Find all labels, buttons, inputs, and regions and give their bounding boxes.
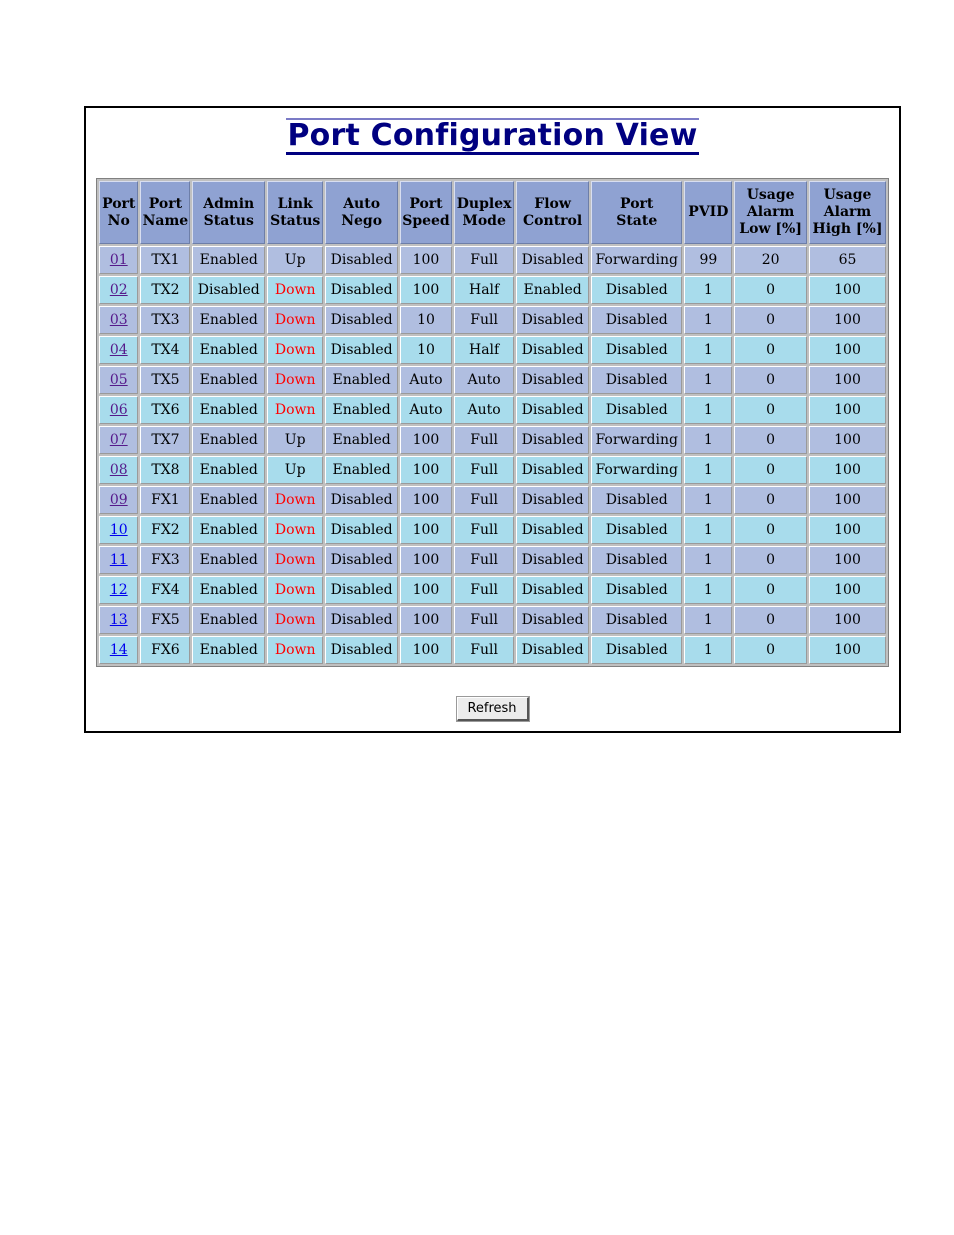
- header-auto-nego: [325, 181, 398, 244]
- link-status-text: Down: [274, 402, 316, 418]
- cell-admin-status: Enabled: [192, 426, 265, 454]
- cell-flow-control: Disabled: [516, 516, 589, 544]
- cell-auto-nego: Enabled: [325, 426, 398, 454]
- cell-port-state: Disabled: [591, 576, 682, 604]
- link-status-text: Up: [284, 462, 306, 478]
- port-link[interactable]: 11: [109, 552, 128, 568]
- cell-port-state: Disabled: [591, 336, 682, 364]
- cell-flow-control: Disabled: [516, 366, 589, 394]
- header-duplex-mode: [454, 181, 514, 244]
- header-usage-alarm-low: [734, 181, 807, 244]
- cell-auto-nego: Disabled: [325, 306, 398, 334]
- port-link[interactable]: 09: [109, 492, 128, 508]
- cell-flow-control: Enabled: [516, 276, 589, 304]
- cell-port-state: Forwarding: [591, 456, 682, 484]
- header-label: State: [616, 212, 658, 229]
- cell-usage-alarm-high: 100: [809, 576, 886, 604]
- table-row: [99, 426, 886, 454]
- cell-link-status: [267, 426, 323, 454]
- header-label: Auto: [343, 195, 381, 212]
- cell-admin-status: Enabled: [192, 456, 265, 484]
- cell-admin-status: Enabled: [192, 546, 265, 574]
- port-link[interactable]: 08: [109, 462, 128, 478]
- cell-port-state: Disabled: [591, 516, 682, 544]
- cell-usage-alarm-high: 100: [809, 546, 886, 574]
- cell-port-state: Disabled: [591, 636, 682, 664]
- cell-usage-alarm-high: 100: [809, 426, 886, 454]
- cell-pvid: 1: [684, 516, 732, 544]
- cell-port-speed: 10: [400, 336, 452, 364]
- port-link[interactable]: 12: [109, 582, 128, 598]
- cell-link-status: [267, 366, 323, 394]
- header-label: Name: [142, 212, 189, 229]
- header-label: Admin: [203, 195, 255, 212]
- header-pvid: [684, 181, 732, 244]
- cell-port-name: TX7: [140, 426, 190, 454]
- cell-auto-nego: Disabled: [325, 606, 398, 634]
- cell-pvid: 1: [684, 306, 732, 334]
- cell-port-speed: 10: [400, 306, 452, 334]
- page-title: Port Configuration View: [287, 118, 698, 153]
- table-header-row: [99, 181, 886, 244]
- page-title-wrap: [86, 118, 899, 155]
- cell-link-status: [267, 276, 323, 304]
- cell-port-state: Disabled: [591, 396, 682, 424]
- cell-usage-alarm-low: 0: [734, 276, 807, 304]
- cell-link-status: [267, 636, 323, 664]
- cell-flow-control: Disabled: [516, 396, 589, 424]
- header-label: Mode: [462, 212, 506, 229]
- cell-link-status: [267, 516, 323, 544]
- port-link[interactable]: 07: [109, 432, 128, 448]
- cell-duplex-mode: Full: [454, 546, 514, 574]
- link-status-text: Down: [274, 552, 316, 568]
- cell-port-name: TX5: [140, 366, 190, 394]
- cell-pvid: 1: [684, 276, 732, 304]
- header-port-name: [140, 181, 190, 244]
- cell-port-no: [99, 366, 138, 394]
- link-status-text: Down: [274, 312, 316, 328]
- table-row: [99, 396, 886, 424]
- cell-port-name: FX4: [140, 576, 190, 604]
- port-link[interactable]: 06: [109, 402, 128, 418]
- link-status-text: Down: [274, 342, 316, 358]
- cell-port-no: [99, 516, 138, 544]
- header-label: Port: [102, 195, 136, 212]
- cell-port-name: FX5: [140, 606, 190, 634]
- cell-auto-nego: Enabled: [325, 366, 398, 394]
- cell-usage-alarm-low: 0: [734, 606, 807, 634]
- cell-pvid: 1: [684, 486, 732, 514]
- cell-duplex-mode: Full: [454, 516, 514, 544]
- table-row: [99, 246, 886, 274]
- cell-port-speed: Auto: [400, 396, 452, 424]
- port-link[interactable]: 10: [109, 522, 128, 538]
- cell-auto-nego: Disabled: [325, 636, 398, 664]
- cell-port-name: TX2: [140, 276, 190, 304]
- cell-duplex-mode: Full: [454, 576, 514, 604]
- cell-auto-nego: Disabled: [325, 276, 398, 304]
- cell-link-status: [267, 546, 323, 574]
- cell-usage-alarm-low: 0: [734, 426, 807, 454]
- header-label: Speed: [402, 212, 450, 229]
- cell-duplex-mode: Auto: [454, 396, 514, 424]
- header-label: Status: [203, 212, 254, 229]
- cell-port-no: [99, 576, 138, 604]
- cell-port-name: FX6: [140, 636, 190, 664]
- cell-port-no: [99, 336, 138, 364]
- cell-port-speed: 100: [400, 486, 452, 514]
- header-flow-control: [516, 181, 589, 244]
- cell-duplex-mode: Full: [454, 306, 514, 334]
- cell-link-status: [267, 336, 323, 364]
- cell-port-speed: Auto: [400, 366, 452, 394]
- cell-link-status: [267, 306, 323, 334]
- table-row: [99, 546, 886, 574]
- cell-usage-alarm-high: 100: [809, 366, 886, 394]
- header-admin-status: [192, 181, 265, 244]
- table-row: [99, 276, 886, 304]
- cell-admin-status: Enabled: [192, 396, 265, 424]
- cell-port-speed: 100: [400, 636, 452, 664]
- header-label: Control: [523, 212, 583, 229]
- cell-usage-alarm-low: 20: [734, 246, 807, 274]
- cell-usage-alarm-low: 0: [734, 636, 807, 664]
- cell-admin-status: Enabled: [192, 366, 265, 394]
- cell-port-speed: 100: [400, 516, 452, 544]
- table-row: [99, 576, 886, 604]
- cell-pvid: 1: [684, 636, 732, 664]
- cell-usage-alarm-high: 100: [809, 396, 886, 424]
- port-table: [96, 178, 889, 667]
- cell-flow-control: Disabled: [516, 336, 589, 364]
- header-label: Port: [148, 195, 183, 212]
- header-port-speed: [400, 181, 452, 244]
- link-status-text: Down: [274, 372, 316, 388]
- link-status-text: Down: [274, 582, 316, 598]
- port-link[interactable]: 02: [109, 282, 128, 298]
- cell-port-no: [99, 456, 138, 484]
- table-row: [99, 516, 886, 544]
- cell-auto-nego: Enabled: [325, 456, 398, 484]
- cell-pvid: 1: [684, 336, 732, 364]
- cell-auto-nego: Disabled: [325, 576, 398, 604]
- header-label: Alarm: [746, 204, 795, 220]
- port-link[interactable]: 05: [109, 372, 128, 388]
- cell-admin-status: Disabled: [192, 276, 265, 304]
- cell-flow-control: Disabled: [516, 636, 589, 664]
- cell-pvid: 1: [684, 366, 732, 394]
- cell-usage-alarm-low: 0: [734, 306, 807, 334]
- cell-admin-status: Enabled: [192, 606, 265, 634]
- cell-auto-nego: Disabled: [325, 546, 398, 574]
- cell-pvid: 99: [684, 246, 732, 274]
- port-link[interactable]: 14: [109, 642, 128, 658]
- cell-link-status: [267, 486, 323, 514]
- header-label: Link: [277, 195, 313, 212]
- link-status-text: Down: [274, 612, 316, 628]
- header-label: Port: [620, 195, 654, 212]
- link-status-text: Down: [274, 282, 316, 298]
- port-config-panel: [84, 106, 901, 733]
- cell-port-no: [99, 486, 138, 514]
- table-row: [99, 306, 886, 334]
- cell-port-no: [99, 426, 138, 454]
- cell-duplex-mode: Half: [454, 276, 514, 304]
- header-label: Flow: [534, 195, 571, 212]
- header-label: Usage: [746, 187, 795, 203]
- cell-duplex-mode: Full: [454, 636, 514, 664]
- cell-port-state: Disabled: [591, 276, 682, 304]
- cell-admin-status: Enabled: [192, 636, 265, 664]
- link-status-text: Down: [274, 492, 316, 508]
- cell-port-name: FX1: [140, 486, 190, 514]
- cell-port-no: [99, 246, 138, 274]
- cell-auto-nego: Disabled: [325, 516, 398, 544]
- cell-port-no: [99, 306, 138, 334]
- cell-pvid: 1: [684, 456, 732, 484]
- cell-port-name: TX4: [140, 336, 190, 364]
- cell-pvid: 1: [684, 396, 732, 424]
- cell-port-no: [99, 546, 138, 574]
- cell-usage-alarm-low: 0: [734, 366, 807, 394]
- cell-port-state: Forwarding: [591, 246, 682, 274]
- cell-port-name: FX3: [140, 546, 190, 574]
- header-label: Low [%]: [739, 221, 802, 237]
- cell-usage-alarm-low: 0: [734, 576, 807, 604]
- port-link[interactable]: 13: [109, 612, 128, 628]
- cell-pvid: 1: [684, 606, 732, 634]
- cell-link-status: [267, 456, 323, 484]
- cell-usage-alarm-high: 100: [809, 306, 886, 334]
- header-label: Duplex: [456, 195, 512, 212]
- cell-flow-control: Disabled: [516, 426, 589, 454]
- cell-usage-alarm-low: 0: [734, 456, 807, 484]
- header-label: Status: [270, 212, 321, 229]
- cell-auto-nego: Disabled: [325, 246, 398, 274]
- table-body: [99, 246, 886, 664]
- cell-flow-control: Disabled: [516, 456, 589, 484]
- cell-link-status: [267, 576, 323, 604]
- cell-port-no: [99, 636, 138, 664]
- cell-usage-alarm-low: 0: [734, 396, 807, 424]
- link-status-text: Down: [274, 642, 316, 658]
- cell-port-no: [99, 276, 138, 304]
- cell-duplex-mode: Full: [454, 456, 514, 484]
- cell-port-speed: 100: [400, 576, 452, 604]
- header-label: Nego: [341, 212, 383, 229]
- cell-admin-status: Enabled: [192, 306, 265, 334]
- cell-port-name: TX8: [140, 456, 190, 484]
- header-label: Port: [409, 195, 443, 212]
- cell-flow-control: Disabled: [516, 576, 589, 604]
- cell-auto-nego: Enabled: [325, 396, 398, 424]
- header-link-status: [267, 181, 323, 244]
- cell-usage-alarm-high: 100: [809, 636, 886, 664]
- cell-port-speed: 100: [400, 606, 452, 634]
- cell-auto-nego: Disabled: [325, 336, 398, 364]
- cell-usage-alarm-high: 100: [809, 276, 886, 304]
- refresh-button[interactable]: Refresh: [457, 697, 529, 721]
- cell-flow-control: Disabled: [516, 306, 589, 334]
- header-label: No: [107, 212, 130, 229]
- cell-port-speed: 100: [400, 276, 452, 304]
- cell-port-state: Disabled: [591, 366, 682, 394]
- cell-flow-control: Disabled: [516, 606, 589, 634]
- cell-usage-alarm-high: 100: [809, 606, 886, 634]
- cell-admin-status: Enabled: [192, 516, 265, 544]
- link-status-text: Down: [274, 522, 316, 538]
- cell-admin-status: Enabled: [192, 486, 265, 514]
- link-status-text: Up: [284, 432, 306, 448]
- cell-duplex-mode: Half: [454, 336, 514, 364]
- cell-link-status: [267, 606, 323, 634]
- cell-pvid: 1: [684, 576, 732, 604]
- cell-usage-alarm-high: 100: [809, 456, 886, 484]
- port-link[interactable]: 04: [109, 342, 128, 358]
- table-row: [99, 456, 886, 484]
- cell-auto-nego: Disabled: [325, 486, 398, 514]
- cell-port-name: TX3: [140, 306, 190, 334]
- cell-usage-alarm-low: 0: [734, 336, 807, 364]
- cell-port-speed: 100: [400, 246, 452, 274]
- cell-usage-alarm-high: 65: [809, 246, 886, 274]
- header-label: Alarm: [823, 204, 872, 220]
- cell-admin-status: Enabled: [192, 336, 265, 364]
- cell-duplex-mode: Full: [454, 246, 514, 274]
- table-row: [99, 636, 886, 664]
- cell-port-speed: 100: [400, 546, 452, 574]
- cell-duplex-mode: Full: [454, 486, 514, 514]
- cell-usage-alarm-high: 100: [809, 516, 886, 544]
- cell-flow-control: Disabled: [516, 246, 589, 274]
- link-status-text: Up: [284, 252, 306, 268]
- cell-admin-status: Enabled: [192, 246, 265, 274]
- cell-port-state: Disabled: [591, 546, 682, 574]
- cell-usage-alarm-high: 100: [809, 336, 886, 364]
- header-usage-alarm-high: [809, 181, 886, 244]
- refresh-wrap: [86, 697, 899, 721]
- cell-port-no: [99, 396, 138, 424]
- cell-port-speed: 100: [400, 456, 452, 484]
- cell-pvid: 1: [684, 426, 732, 454]
- header-port-no: [99, 181, 138, 244]
- cell-duplex-mode: Auto: [454, 366, 514, 394]
- cell-port-name: TX1: [140, 246, 190, 274]
- cell-duplex-mode: Full: [454, 426, 514, 454]
- cell-port-speed: 100: [400, 426, 452, 454]
- cell-flow-control: Disabled: [516, 546, 589, 574]
- header-label: PVID: [688, 204, 729, 220]
- header-port-state: [591, 181, 682, 244]
- cell-port-state: Disabled: [591, 606, 682, 634]
- table-row: [99, 336, 886, 364]
- table-row: [99, 486, 886, 514]
- cell-port-no: [99, 606, 138, 634]
- cell-link-status: [267, 396, 323, 424]
- cell-port-name: TX6: [140, 396, 190, 424]
- cell-usage-alarm-low: 0: [734, 546, 807, 574]
- cell-port-name: FX2: [140, 516, 190, 544]
- cell-usage-alarm-low: 0: [734, 516, 807, 544]
- cell-usage-alarm-low: 0: [734, 486, 807, 514]
- cell-admin-status: Enabled: [192, 576, 265, 604]
- cell-duplex-mode: Full: [454, 606, 514, 634]
- table-row: [99, 366, 886, 394]
- port-link[interactable]: 03: [109, 312, 128, 328]
- cell-pvid: 1: [684, 546, 732, 574]
- cell-port-state: Disabled: [591, 486, 682, 514]
- cell-port-state: Disabled: [591, 306, 682, 334]
- cell-flow-control: Disabled: [516, 486, 589, 514]
- port-link[interactable]: 01: [109, 252, 128, 268]
- table-row: [99, 606, 886, 634]
- header-label: Usage: [823, 187, 872, 203]
- cell-usage-alarm-high: 100: [809, 486, 886, 514]
- header-label: High [%]: [812, 221, 883, 237]
- cell-link-status: [267, 246, 323, 274]
- cell-port-state: Forwarding: [591, 426, 682, 454]
